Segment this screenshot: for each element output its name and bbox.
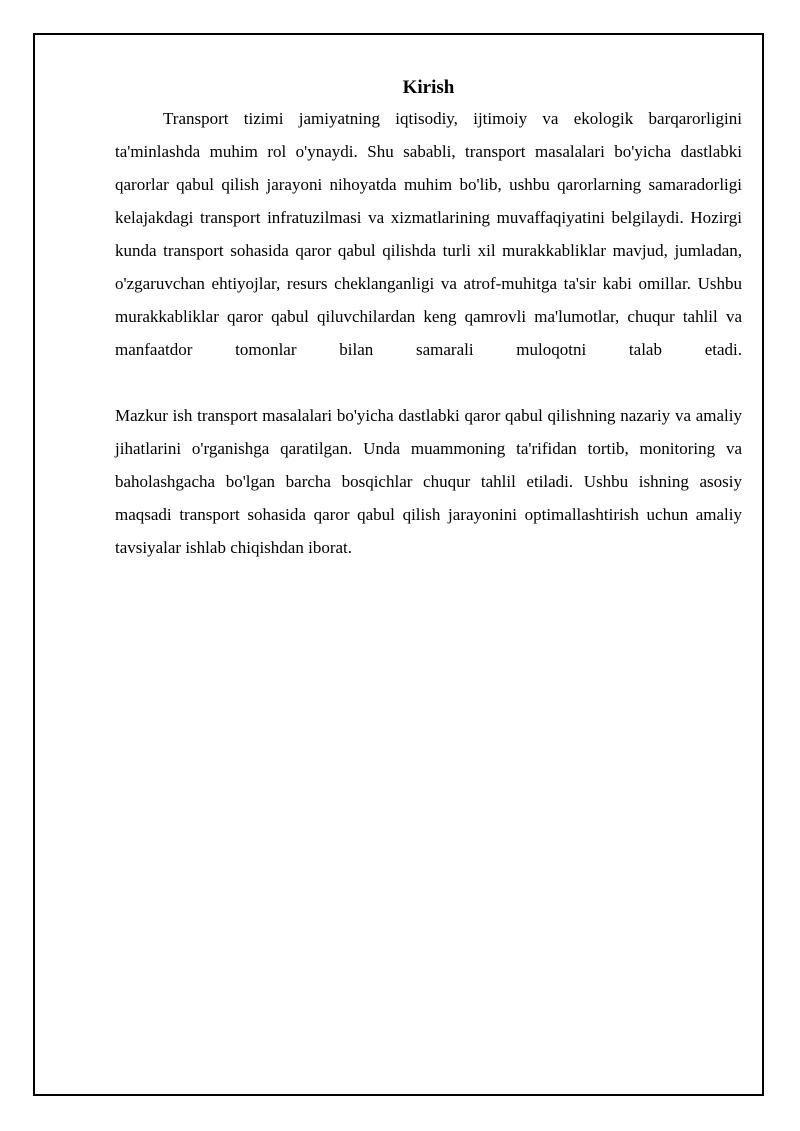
paragraph-intro: Transport tizimi jamiyatning iqtisodiy, ijtimoiy va ekologik barqarorligini ta'minlashda muhim rol o'ynaydi. Shu sababli, transport masalalari bo'yicha dastlabki qarorlar qabul qilish jarayoni nihoyatda muhim bo'lib, ushbu qarorlarning samaradorligi kelajakdagi transport infratuzilmasi va xizmatlarining muvaffaqiyatini belgilaydi. Hozirgi kunda transport sohasida qaror qabul qilishda turli xil murakkabliklar mavjud, jumladan, o'zgaruvchan ehtiyojlar, resurs cheklanganligi va atrof-muhitga ta'sir kabi omillar. Ushbu murakkabliklar qaror qabul qiluvchilardan keng qamrovli ma'lumotlar, chuqur tahlil va manfaatdor tomonlar bilan samarali muloqotni talab etadi. — [115, 109, 742, 359]
paragraph-purpose: Mazkur ish transport masalalari bo'yicha dastlabki qaror qabul qilishning nazariy va amaliy jihatlarini o'rganishga qaratilgan. Unda muammoning ta'rifidan tortib, monitoring va baholashgacha bo'lgan barcha bosqichlar chuqur tahlil etiladi. Ushbu ishning asosiy maqsadi transport sohasida qaror qabul qilish jarayonini optimallashtirish uchun amaliy tavsiyalar ishlab chiqishdan iborat. — [115, 406, 742, 557]
document-body — [115, 74, 742, 564]
page-title: Kirish — [402, 77, 455, 98]
